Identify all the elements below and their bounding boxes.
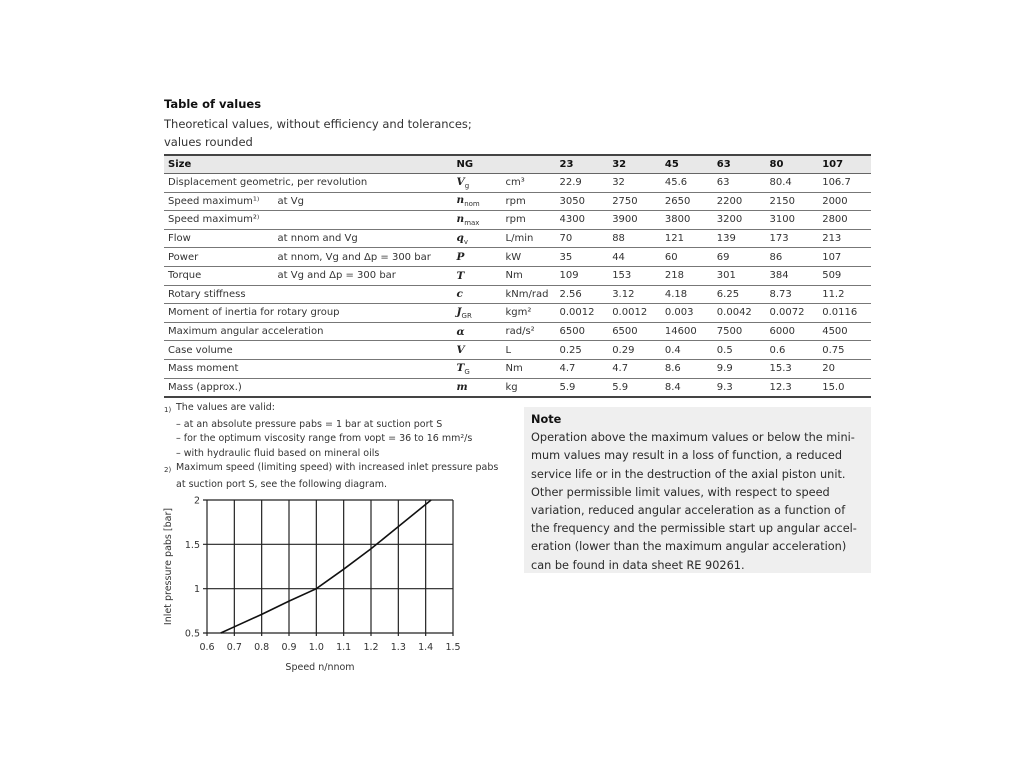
row-value: 7500 xyxy=(713,322,766,341)
header-size: Size xyxy=(164,155,274,174)
x-tick-label: 0.7 xyxy=(226,642,242,653)
row-value: 0.0072 xyxy=(766,304,819,323)
row-value: 6500 xyxy=(555,322,608,341)
symbol-main: V xyxy=(456,344,465,357)
row-value: 70 xyxy=(555,229,608,248)
table-row xyxy=(164,304,871,323)
symbol-main: P xyxy=(456,251,465,264)
row-value: 213 xyxy=(818,229,871,248)
row-symbol xyxy=(453,229,502,248)
table-row xyxy=(164,285,871,304)
row-value: 3050 xyxy=(555,192,608,211)
row-symbol xyxy=(453,248,502,267)
row-symbol xyxy=(453,211,502,230)
x-tick-label: 1.5 xyxy=(445,642,461,653)
x-tick-label: 0.6 xyxy=(199,642,215,653)
row-unit: rad/s² xyxy=(502,322,556,341)
row-value: 0.4 xyxy=(661,341,713,360)
row-value: 22.9 xyxy=(555,174,608,193)
row-unit: Nm xyxy=(502,359,556,378)
row-symbol xyxy=(453,359,502,378)
row-value: 4.7 xyxy=(555,359,608,378)
row-unit: kNm/rad xyxy=(502,285,556,304)
footnote-1 xyxy=(164,401,524,418)
footnote-item: – at an absolute pressure pabs = 1 bar at suction port S xyxy=(176,418,443,430)
row-symbol xyxy=(453,285,502,304)
row-symbol xyxy=(453,174,502,193)
row-condition: at Vg xyxy=(274,192,453,211)
row-value: 45.6 xyxy=(661,174,713,193)
row-value: 301 xyxy=(713,266,766,285)
row-unit: cm³ xyxy=(502,174,556,193)
note-line: Other permissible limit values, with respect to speed xyxy=(531,485,830,499)
row-unit: rpm xyxy=(502,211,556,230)
x-tick-label: 1.1 xyxy=(336,642,352,653)
symbol-subscript: nom xyxy=(464,200,480,209)
row-value: 88 xyxy=(608,229,661,248)
row-value: 12.3 xyxy=(766,378,819,397)
row-condition: at Vg and Δp = 300 bar xyxy=(274,266,453,285)
row-value: 0.0012 xyxy=(608,304,661,323)
table-row xyxy=(164,341,871,360)
table-row xyxy=(164,359,871,378)
row-value: 2000 xyxy=(818,192,871,211)
x-axis-label: Speed n/nnom xyxy=(285,662,355,673)
row-value: 0.75 xyxy=(818,341,871,360)
header-size-80: 80 xyxy=(766,155,819,174)
row-label: Displacement geometric, per revolution xyxy=(164,174,453,193)
symbol-subscript: GR xyxy=(461,311,472,320)
row-symbol xyxy=(453,322,502,341)
note-line: can be found in data sheet RE 90261. xyxy=(531,558,745,572)
table-row xyxy=(164,229,871,248)
row-value: 218 xyxy=(661,266,713,285)
table-row xyxy=(164,174,871,193)
table-row xyxy=(164,322,871,341)
row-value: 9.3 xyxy=(713,378,766,397)
row-label: Case volume xyxy=(164,341,453,360)
row-value: 0.6 xyxy=(766,341,819,360)
note-line: eration (lower than the maximum angular acceleration) xyxy=(531,540,847,554)
row-value: 173 xyxy=(766,229,819,248)
row-value: 35 xyxy=(555,248,608,267)
data-line xyxy=(221,500,431,633)
note-box xyxy=(524,407,871,573)
row-value: 8.73 xyxy=(766,285,819,304)
row-value: 384 xyxy=(766,266,819,285)
row-label: Power xyxy=(164,248,274,267)
symbol-main: c xyxy=(456,288,463,301)
y-tick-label: 1 xyxy=(193,584,200,596)
row-unit: L xyxy=(502,341,556,360)
x-tick-label: 1.0 xyxy=(308,642,324,653)
row-value: 4.18 xyxy=(661,285,713,304)
row-value: 60 xyxy=(661,248,713,267)
header-size-45: 45 xyxy=(661,155,713,174)
row-value: 0.5 xyxy=(713,341,766,360)
row-label: Mass moment xyxy=(164,359,453,378)
row-symbol xyxy=(453,341,502,360)
row-value: 32 xyxy=(608,174,661,193)
row-value: 14600 xyxy=(661,322,713,341)
y-tick-label: 2 xyxy=(193,495,200,507)
note-title: Note xyxy=(531,413,562,426)
section-title: Table of values xyxy=(164,97,262,111)
row-value: 6000 xyxy=(766,322,819,341)
note-line: mum values may result in a loss of function, a reduced xyxy=(531,449,842,463)
row-value: 2800 xyxy=(818,211,871,230)
y-tick-label: 1.5 xyxy=(184,539,200,551)
row-value: 3100 xyxy=(766,211,819,230)
row-value: 6.25 xyxy=(713,285,766,304)
row-value: 5.9 xyxy=(608,378,661,397)
symbol-subscript: max xyxy=(464,218,480,227)
y-axis-label: Inlet pressure pabs [bar] xyxy=(163,507,174,626)
header-spacer xyxy=(274,155,453,174)
row-value: 3900 xyxy=(608,211,661,230)
row-value: 153 xyxy=(608,266,661,285)
symbol-main: n xyxy=(456,212,465,225)
row-value: 4.7 xyxy=(608,359,661,378)
row-value: 109 xyxy=(555,266,608,285)
symbol-main: T xyxy=(456,269,465,282)
x-tick-label: 1.2 xyxy=(363,642,379,653)
footnote-marker: 1) xyxy=(164,406,172,414)
row-value: 0.25 xyxy=(555,341,608,360)
row-label: Flow xyxy=(164,229,274,248)
symbol-main: J xyxy=(456,305,462,318)
footnote-item: – with hydraulic fluid based on mineral oils xyxy=(176,447,380,459)
row-label: Maximum angular acceleration xyxy=(164,322,453,341)
table-header-row xyxy=(164,155,871,174)
section-subtitle xyxy=(164,115,524,151)
row-value: 2200 xyxy=(713,192,766,211)
values-table xyxy=(164,154,871,398)
row-value: 86 xyxy=(766,248,819,267)
row-value: 20 xyxy=(818,359,871,378)
header-ng: NG xyxy=(453,155,502,174)
chart-canvas xyxy=(155,490,475,680)
x-tick-label: 1.3 xyxy=(390,642,406,653)
row-label: Speed maximum²⁾ xyxy=(164,211,453,230)
row-unit: L/min xyxy=(502,229,556,248)
header-unit xyxy=(502,155,556,174)
row-condition: at nnom, Vg and Δp = 300 bar xyxy=(274,248,453,267)
header-size-32: 32 xyxy=(608,155,661,174)
symbol-main: m xyxy=(456,381,468,394)
row-value: 5.9 xyxy=(555,378,608,397)
row-value: 2650 xyxy=(661,192,713,211)
inlet-pressure-chart xyxy=(155,490,475,680)
table-row xyxy=(164,192,871,211)
row-label: Torque xyxy=(164,266,274,285)
row-value: 107 xyxy=(818,248,871,267)
table-row xyxy=(164,378,871,397)
y-tick-label: 0.5 xyxy=(184,628,200,640)
row-symbol xyxy=(453,192,502,211)
row-value: 2750 xyxy=(608,192,661,211)
symbol-subscript: G xyxy=(464,367,470,376)
row-label: Moment of inertia for rotary group xyxy=(164,304,453,323)
row-condition: at nnom and Vg xyxy=(274,229,453,248)
row-value: 0.0116 xyxy=(818,304,871,323)
symbol-subscript: g xyxy=(464,181,470,190)
row-value: 0.0042 xyxy=(713,304,766,323)
subtitle-line: Theoretical values, without efficiency and tolerances; xyxy=(164,117,472,131)
row-value: 11.2 xyxy=(818,285,871,304)
row-unit: kgm² xyxy=(502,304,556,323)
footnote-item: – for the optimum viscosity range from νopt = 36 to 16 mm²/s xyxy=(176,433,473,444)
footnote-2 xyxy=(164,461,524,478)
symbol-main: V xyxy=(456,175,465,188)
row-value: 8.4 xyxy=(661,378,713,397)
row-value: 121 xyxy=(661,229,713,248)
symbol-main: T xyxy=(456,361,465,374)
symbol-subscript: v xyxy=(463,237,469,246)
x-tick-label: 0.9 xyxy=(281,642,297,653)
row-value: 509 xyxy=(818,266,871,285)
row-value: 9.9 xyxy=(713,359,766,378)
row-value: 15.3 xyxy=(766,359,819,378)
symbol-main: q xyxy=(456,231,464,244)
row-value: 6500 xyxy=(608,322,661,341)
note-line: the frequency and the permissible start up angular accel- xyxy=(531,522,857,536)
row-unit: Nm xyxy=(502,266,556,285)
table-row xyxy=(164,211,871,230)
note-line: service life or in the destruction of the axial piston unit. xyxy=(531,467,846,481)
footnote-text: at suction port S, see the following diagram. xyxy=(176,478,388,490)
row-value: 4300 xyxy=(555,211,608,230)
row-value: 8.6 xyxy=(661,359,713,378)
subtitle-line: values rounded xyxy=(164,135,253,149)
row-value: 44 xyxy=(608,248,661,267)
row-label: Speed maximum¹⁾ xyxy=(164,192,274,211)
x-tick-label: 0.8 xyxy=(254,642,270,653)
row-unit: rpm xyxy=(502,192,556,211)
row-value: 69 xyxy=(713,248,766,267)
row-value: 3.12 xyxy=(608,285,661,304)
header-size-23: 23 xyxy=(555,155,608,174)
header-size-107: 107 xyxy=(818,155,871,174)
row-value: 0.0012 xyxy=(555,304,608,323)
row-symbol xyxy=(453,378,502,397)
row-value: 2150 xyxy=(766,192,819,211)
footnotes xyxy=(164,401,524,492)
row-unit: kg xyxy=(502,378,556,397)
note-line: variation, reduced angular acceleration as a function of xyxy=(531,504,846,518)
row-value: 4500 xyxy=(818,322,871,341)
row-value: 63 xyxy=(713,174,766,193)
row-value: 3800 xyxy=(661,211,713,230)
symbol-main: α xyxy=(456,325,465,338)
row-symbol xyxy=(453,266,502,285)
row-label: Rotary stiffness xyxy=(164,285,453,304)
table-row xyxy=(164,266,871,285)
row-unit: kW xyxy=(502,248,556,267)
symbol-main: n xyxy=(456,194,465,207)
x-tick-label: 1.4 xyxy=(418,642,434,653)
row-value: 2.56 xyxy=(555,285,608,304)
row-value: 80.4 xyxy=(766,174,819,193)
row-symbol xyxy=(453,304,502,323)
footnote-marker: 2) xyxy=(164,466,172,474)
header-size-63: 63 xyxy=(713,155,766,174)
row-label: Mass (approx.) xyxy=(164,378,453,397)
row-value: 15.0 xyxy=(818,378,871,397)
row-value: 0.003 xyxy=(661,304,713,323)
table-row xyxy=(164,248,871,267)
note-line: Operation above the maximum values or below the mini- xyxy=(531,431,855,445)
footnote-text: The values are valid: xyxy=(176,402,275,413)
footnote-text: Maximum speed (limiting speed) with increased inlet pressure pabs xyxy=(176,462,499,473)
row-value: 0.29 xyxy=(608,341,661,360)
row-value: 3200 xyxy=(713,211,766,230)
row-value: 106.7 xyxy=(818,174,871,193)
row-value: 139 xyxy=(713,229,766,248)
